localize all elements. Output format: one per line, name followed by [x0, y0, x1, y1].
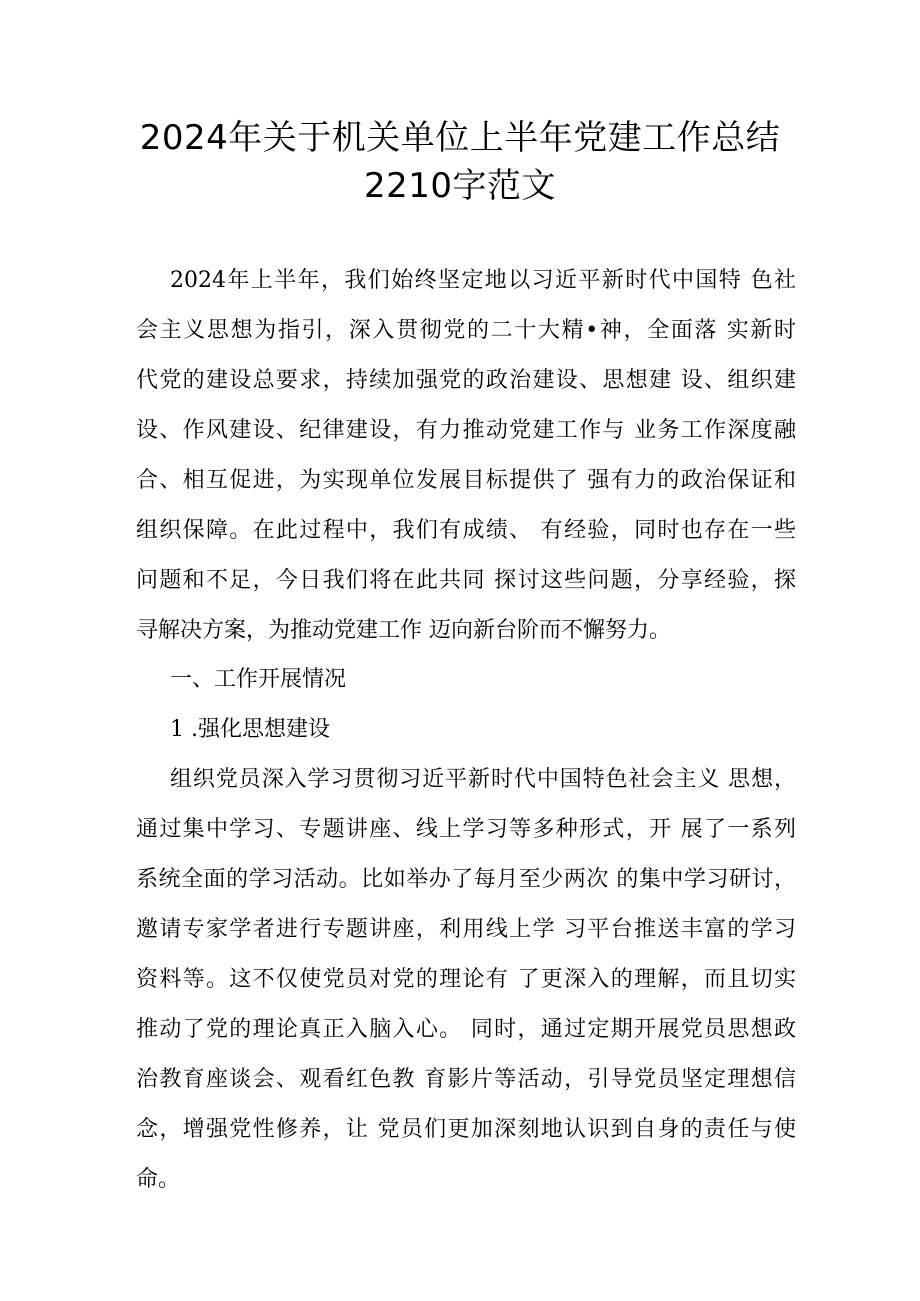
intro-line-3: 代党的建设总要求，持续加强党的政治建设、思想建 设、组织建 [136, 368, 796, 393]
document-title-line-1: 2024年关于机关单位上半年党建工作总结 [139, 118, 781, 158]
subsection-heading: 1 .强化思想建设 [170, 717, 330, 742]
document-title-line-2: 2210字范文 [363, 166, 557, 206]
intro-line-4: 设、作风建设、纪律建设，有力推动党建工作与 业务工作深度融 [136, 418, 796, 443]
intro-line-2: 会主义思想为指引，深入贯彻党的二十大精•神，全面落 实新时 [136, 318, 796, 343]
intro-line-5: 合、相互促进，为实现单位发展目标提供了 强有力的政治保证和 [136, 468, 796, 493]
intro-line-7: 问题和不足，今日我们将在此共同 探讨这些问题，分享经验，探 [136, 568, 796, 593]
intro-line-8: 寻解决方案，为推动党建工作 迈向新台阶而不懈努力。 [136, 618, 671, 643]
intro-line-1: 2024年上半年，我们始终坚定地以习近平新时代中国特 色社 [170, 268, 796, 293]
sub-line-6: 推动了党的理论真正入脑入心。 同时，通过定期开展党员思想政 [136, 1017, 796, 1042]
section-heading: 一、工作开展情况 [170, 667, 347, 692]
intro-line-6: 组织保障。在此过程中，我们有成绩、 有经验，同时也存在一些 [136, 518, 796, 543]
sub-line-2: 通过集中学习、专题讲座、线上学习等多种形式，开 展了一系列 [136, 817, 796, 842]
sub-line-4: 邀请专家学者进行专题讲座，利用线上学 习平台推送丰富的学习 [136, 917, 796, 942]
sub-line-7: 治教育座谈会、观看红色教 育影片等活动，引导党员坚定理想信 [136, 1067, 796, 1092]
sub-line-8: 念，增强党性修养，让 党员们更加深刻地认识到自身的责任与使 [136, 1117, 796, 1142]
sub-line-3: 系统全面的学习活动。比如举办了每月至少两次 的集中学习研讨， [136, 867, 796, 892]
sub-line-1: 组织党员深入学习贯彻习近平新时代中国特色社会主义 思想， [170, 767, 796, 792]
sub-line-9: 命。 [136, 1167, 181, 1192]
sub-line-5: 资料等。这不仅使党员对党的理论有 了更深入的理解，而且切实 [136, 967, 796, 992]
